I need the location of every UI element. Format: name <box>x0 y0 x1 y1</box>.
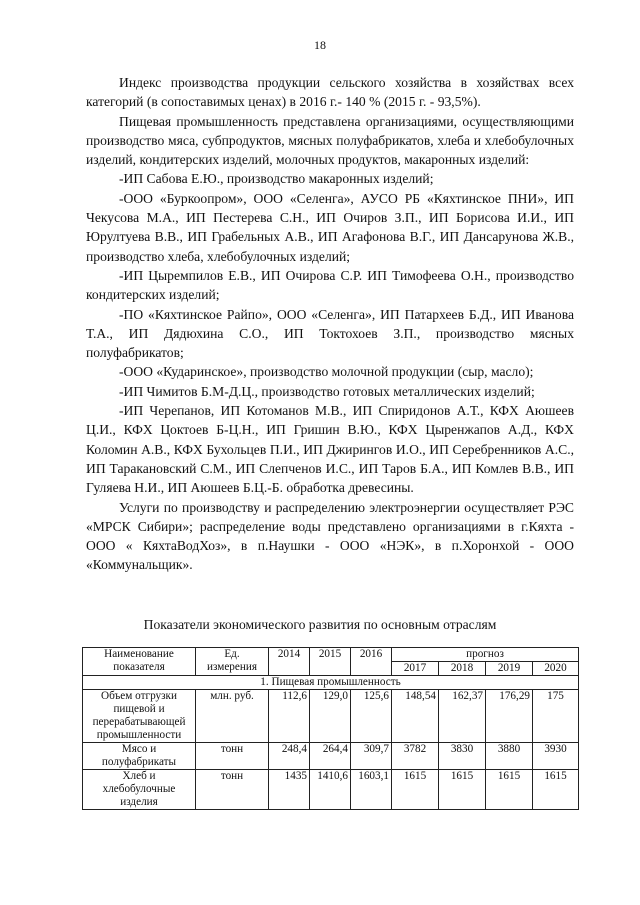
indicators-table <box>82 647 579 810</box>
table-row <box>83 743 579 770</box>
paragraph: -ИП Цыремпилов Е.В., ИП Очирова С.Р. ИП Тимофеева О.Н., производство кондитерских изделий; <box>86 267 574 303</box>
cell-value: 248,4 <box>269 743 310 770</box>
row-unit: тонн <box>196 770 269 810</box>
paragraph: -ООО «Кударинское», производство молочной продукции (сыр, масло); <box>119 364 534 380</box>
row-name: Объем отгрузки пищевой и перерабатывающей промышленности <box>83 690 196 743</box>
cell-value: 1615 <box>392 770 439 810</box>
paragraph: Индекс производства продукции сельского хозяйства в хозяйствах всех категорий (в сопоставимых ценах) в 2016 г.- 140 % (2015 г. - 93,5%). <box>86 75 574 110</box>
cell-value: 148,54 <box>392 690 439 743</box>
cell-value: 3830 <box>439 743 486 770</box>
header-year: 2015 <box>310 648 351 676</box>
cell-value: 309,7 <box>351 743 392 770</box>
cell-value: 3880 <box>486 743 533 770</box>
cell-value: 1410,6 <box>310 770 351 810</box>
cell-value: 1615 <box>439 770 486 810</box>
header-year: 2018 <box>439 662 486 676</box>
row-unit: тонн <box>196 743 269 770</box>
cell-value: 3930 <box>533 743 579 770</box>
cell-value: 176,29 <box>486 690 533 743</box>
header-unit: Ед. измерения <box>196 648 269 676</box>
paragraph: -ПО «Кяхтинское Райпо», ООО «Селенга», ИП Патархеев Б.Д., ИП Иванова Т.А., ИП Дядюхина С.О., ИП Токтохоев З.П., производство мясных полуфабрикатов; <box>86 306 574 361</box>
header-year: 2014 <box>269 648 310 676</box>
cell-value: 162,37 <box>439 690 486 743</box>
body-text <box>86 73 574 575</box>
paragraph: -ООО «Буркоопром», ООО «Селенга», АУСО РБ «Кяхтинское ПНИ», ИП Чекусова М.А., ИП Пестерева С.Н., ИП Очиров З.П., ИП Борисова И.И., ИП Юрултуева В.В., ИП Грабельных А.В., ИП Агафонова В.Г., ИП Дансарунова Ж.В., производство хлеба, хлебобулочных изделий; <box>86 190 574 264</box>
page-number: 18 <box>314 38 326 52</box>
row-name: Хлеб и хлебобулочные изделия <box>83 770 196 810</box>
row-unit: млн. руб. <box>196 690 269 743</box>
cell-value: 125,6 <box>351 690 392 743</box>
header-year: 2019 <box>486 662 533 676</box>
header-year: 2017 <box>392 662 439 676</box>
cell-value: 1435 <box>269 770 310 810</box>
table-row <box>83 690 579 743</box>
table-section-row <box>83 676 579 690</box>
header-forecast: прогноз <box>392 648 579 662</box>
cell-value: 1603,1 <box>351 770 392 810</box>
paragraph: Услуги по производству и распределению электроэнергии осуществляет РЭС «МРСК Сибири»; распределение воды представлено организациями в г.Кяхта - ООО « КяхтаВодХоз», в п.Наушки - ООО «НЭК», в п.Хоронхой - ООО «Коммунальщик». <box>86 499 574 573</box>
cell-value: 1615 <box>533 770 579 810</box>
table-header-row <box>83 648 579 662</box>
row-name: Мясо и полуфабрикаты <box>83 743 196 770</box>
section-title: 1. Пищевая промышленность <box>83 676 579 690</box>
paragraph: -ИП Чимитов Б.М-Д.Ц., производство готовых металлических изделий; <box>119 383 535 399</box>
table-row <box>83 770 579 810</box>
paragraph: Пищевая промышленность представлена организациями, осуществляющими производство мяса, субпродуктов, мясных полуфабрикатов, хлеба и хлебобулочных изделий, кондитерских изделий, молочных продуктов, макаронных изделий: <box>86 113 574 168</box>
paragraph: -ИП Черепанов, ИП Котоманов М.В., ИП Спиридонов А.Т., КФХ Аюшеев Ц.И., КФХ Цоктоев Б-Ц.Н., ИП Гришин В.Ю., КФХ Цыренжапов А.Д., КФХ Коломин А.В., КФХ Бухольцев П.И., ИП Джирингов И.О., ИП Серебренников А.С., ИП Таракановский С.М., ИП Слепченов И.С., ИП Таров Б.А., ИП Комлев В.В., ИП Гуляева Н.И., ИП Аюшеев Б.Ц.-Б. обработка древесины. <box>86 403 574 496</box>
header-name: Наименование показателя <box>83 648 196 676</box>
header-year: 2020 <box>533 662 579 676</box>
cell-value: 3782 <box>392 743 439 770</box>
cell-value: 175 <box>533 690 579 743</box>
cell-value: 1615 <box>486 770 533 810</box>
header-year: 2016 <box>351 648 392 676</box>
cell-value: 264,4 <box>310 743 351 770</box>
paragraph: -ИП Сабова Е.Ю., производство макаронных изделий; <box>119 171 434 187</box>
cell-value: 112,6 <box>269 690 310 743</box>
table-title: Показатели экономического развития по основным отраслям <box>143 617 497 632</box>
cell-value: 129,0 <box>310 690 351 743</box>
